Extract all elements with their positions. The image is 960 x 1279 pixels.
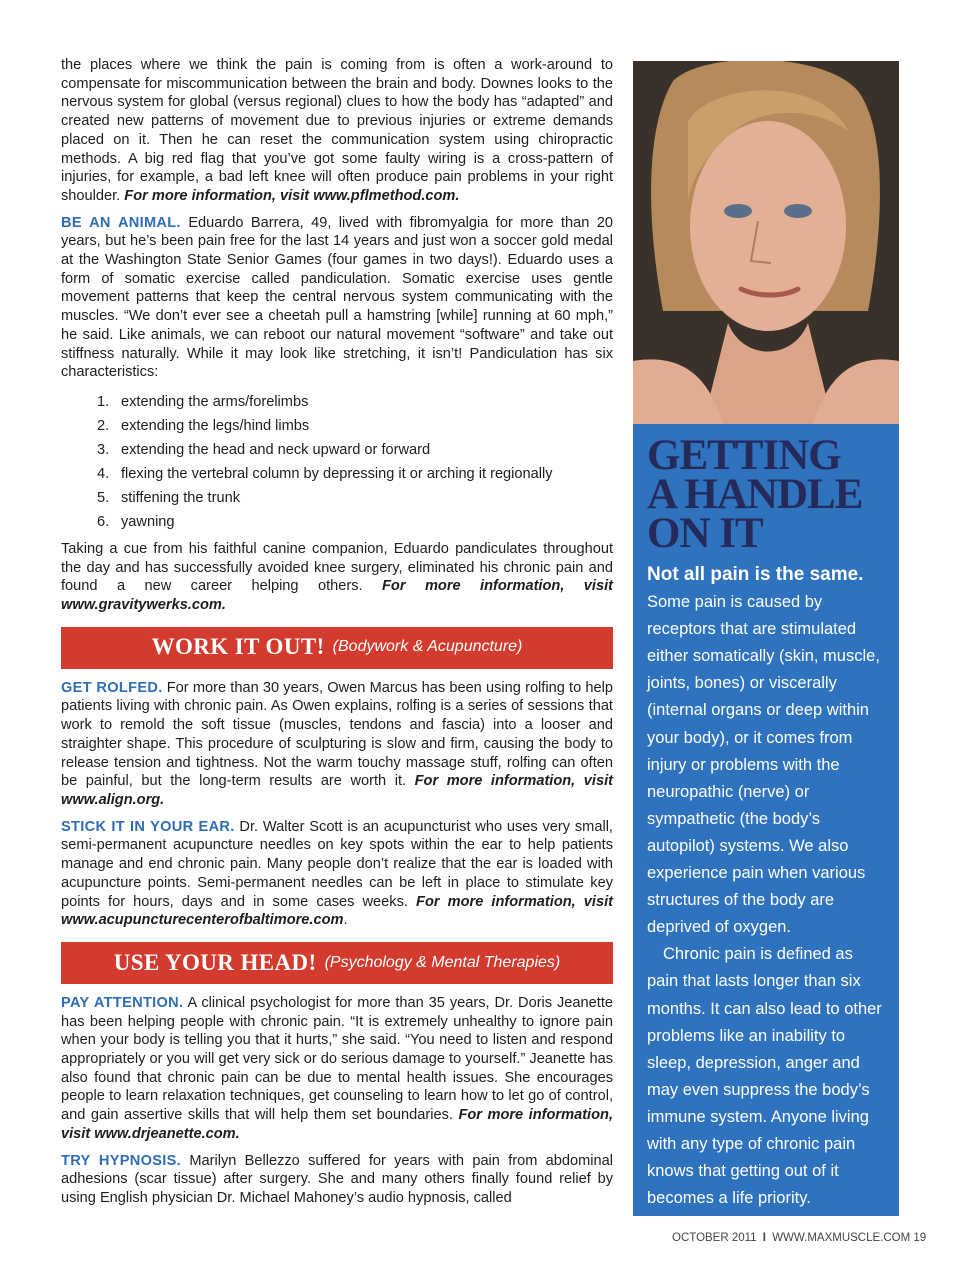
sidebar-title-line: ON IT [647, 510, 763, 557]
list-item [97, 486, 613, 510]
sidebar-p2-text: Chronic pain is defined as pain that lasts longer than six months. It can also lead to other problems like an inability to sleep, depression, anger and may even suppress the body’s immune system. Anyone living with any type of chronic pain knows that getting out of it becomes a life priority. [647, 945, 882, 1208]
sidebar-title-line: GETTING [647, 432, 841, 479]
sidebar-p1-text: Some pain is caused by receptors that are stimulated either somatically (skin, muscle, joints, bones) or viscerally (internal organs or deep within your body), or it comes from injury or problems with the neuropathic (nerve) or sympathetic (the body’s autopilot) systems. We also experience pain when various structures of the body are deprived of oxygen. [647, 593, 880, 937]
animal-text: Eduardo Barrera, 49, lived with fibromyalgia for more than 20 years, but he’s been pain free for the last 14 years and just won a soccer gold medal at the Washington State Senior Games (four games in two days!). Eduardo uses a form of somatic exercise called pandiculation. Somatic exercise uses gentle movement patterns that keep the central nervous system communicating with the muscles. “We don’t ever see a cheetah pull a hamstring [while] running at 60 mph,” he said. Like animals, we can reboot our natural movement “software” and take out stiffness naturally. While it may look like stretching, it isn’t! Pandiculation has six characteristics: [61, 214, 614, 381]
portrait-illustration [633, 61, 899, 424]
sidebar-title [647, 432, 885, 557]
animal-closing-text: Taking a cue from his faithful canine companion, Eduardo pandiculates throughout the day and has successfully avoided knee surgery, eliminated his chronic pain and found a new career helping others. [61, 540, 613, 595]
list-item [97, 390, 613, 414]
main-article-column [61, 56, 613, 1216]
list-item [97, 510, 613, 534]
banner-title: USE YOUR HEAD! [113, 949, 317, 975]
footer-page-number: 19 [913, 1232, 927, 1244]
ear-paragraph [61, 818, 613, 930]
hypnosis-text: Marilyn Bellezzo suffered for years with pain from abdominal adhesions (scar tissue) after surgery. She and many others finally found relief by using English physician Dr. Michael Mahoney’s audio hypnosis, called [61, 1152, 613, 1206]
intro-paragraph [61, 56, 613, 206]
footer-site: WWW.MAXMUSCLE.COM [772, 1232, 911, 1244]
footer-separator: I [762, 1232, 766, 1244]
hypnosis-heading: TRY HYPNOSIS. [61, 1152, 182, 1169]
attention-text: A clinical psychologist for more than 35 years, Dr. Doris Jeanette has been helping people with chronic pain. “It is extremely unhealthy to ignore pain when your body is telling you that it hurts,” she said. “You need to listen and respond appropriately or you will get very sick or do serious damage to yourself.” Jeanette has also found that chronic pain can be due to mental health issues. She encourages people to learn relaxation techniques, get counseling to learn how to let go of control, and gain assertive skills that will help them set boundaries. [61, 994, 613, 1124]
page-footer [672, 1232, 926, 1244]
sidebar-paragraph-1 [647, 561, 885, 941]
attention-more-info: For more information, visit www.drjeanette.com. [61, 1107, 613, 1142]
list-text: flexing the vertebral column by depressing it or arching it regionally [121, 465, 553, 482]
rolfed-text: For more than 30 years, Owen Marcus has been using rolfing to help patients living with chronic pain. As Owen explains, rolfing is a series of sessions that work to remold the soft tissue (muscles, tendons and fascia) into a looser and straighter shape. This procedure of sculpturing is slow and firm, causing the body to release tension and tightness. Not the warm touchy massage stuff, rolfing can often be painful, but the long-term results are worth it. [61, 679, 613, 790]
banner-subtitle: (Psychology & Mental Therapies) [324, 953, 561, 971]
animal-closing-paragraph [61, 540, 613, 615]
list-text: extending the head and neck upward or forward [121, 441, 431, 458]
footer-issue: OCTOBER 2011 [672, 1232, 757, 1244]
sidebar-title-line: A HANDLE [647, 471, 863, 518]
woman-portrait-photo [633, 61, 899, 424]
sidebar-box [633, 424, 899, 1216]
pandiculation-list [61, 390, 613, 534]
intro-text: the places where we think the pain is coming from is often a work-around to compensate for miscommunication between the brain and body. Downes looks to the nervous system for global (versus regional) clues to how the body has “adapted” and created new patterns of movement due to previous injuries or extreme demands placed on it. Then he can reset the communication system using chiropractic methods. A big red flag that you’ve got some faulty wiring is a cross-pattern of injuries, for example, a bad left knee will often produce pain problems in your right shoulder. [61, 57, 613, 204]
ear-tail: . [343, 912, 348, 929]
list-text: stiffening the trunk [121, 489, 240, 506]
list-item [97, 438, 613, 462]
animal-heading: BE AN ANIMAL. [61, 214, 181, 231]
list-number: 3. [97, 441, 110, 458]
ear-heading: STICK IT IN YOUR EAR. [61, 818, 235, 835]
ear-more-info: For more information, visit www.acupuncturecenterofbaltimore.com [61, 893, 613, 929]
sidebar-lead: Not all pain is the same. [647, 564, 864, 585]
ear-text: Dr. Walter Scott is an acupuncturist who uses very small, semi-permanent acupuncture needles on key spots within the ear to help patients manage and end chronic pain. Many people don’t realize that the ear is loaded with acupuncture points. Semi-permanent needles can be left in place to stimulate key points for hours, days and in some cases weeks. [61, 818, 613, 910]
attention-heading: PAY ATTENTION. [61, 994, 184, 1011]
rolfed-paragraph [61, 679, 613, 810]
intro-more-info: For more information, visit www.pflmethod.com. [124, 187, 460, 204]
list-number: 4. [97, 465, 110, 482]
work-it-out-banner [61, 627, 613, 669]
list-item [97, 462, 613, 486]
list-text: extending the legs/hind limbs [121, 417, 310, 434]
banner-title: WORK IT OUT! [151, 634, 325, 660]
list-number: 6. [97, 513, 110, 530]
animal-more-info: For more information, visit www.gravitywerks.com. [61, 578, 613, 614]
list-number: 2. [97, 417, 110, 434]
list-text: extending the arms/forelimbs [121, 393, 309, 410]
list-number: 1. [97, 393, 110, 410]
attention-paragraph [61, 994, 613, 1144]
sidebar-paragraph-2 [647, 941, 885, 1212]
list-number: 5. [97, 489, 110, 506]
hypnosis-paragraph [61, 1152, 613, 1208]
animal-paragraph [61, 214, 613, 382]
rolfed-more-info: For more information, visit www.align.org. [61, 773, 613, 808]
list-item [97, 414, 613, 438]
use-your-head-banner [61, 942, 613, 984]
banner-subtitle: (Bodywork & Acupuncture) [332, 638, 523, 656]
rolfed-heading: GET ROLFED. [61, 679, 163, 696]
list-text: yawning [121, 513, 175, 530]
